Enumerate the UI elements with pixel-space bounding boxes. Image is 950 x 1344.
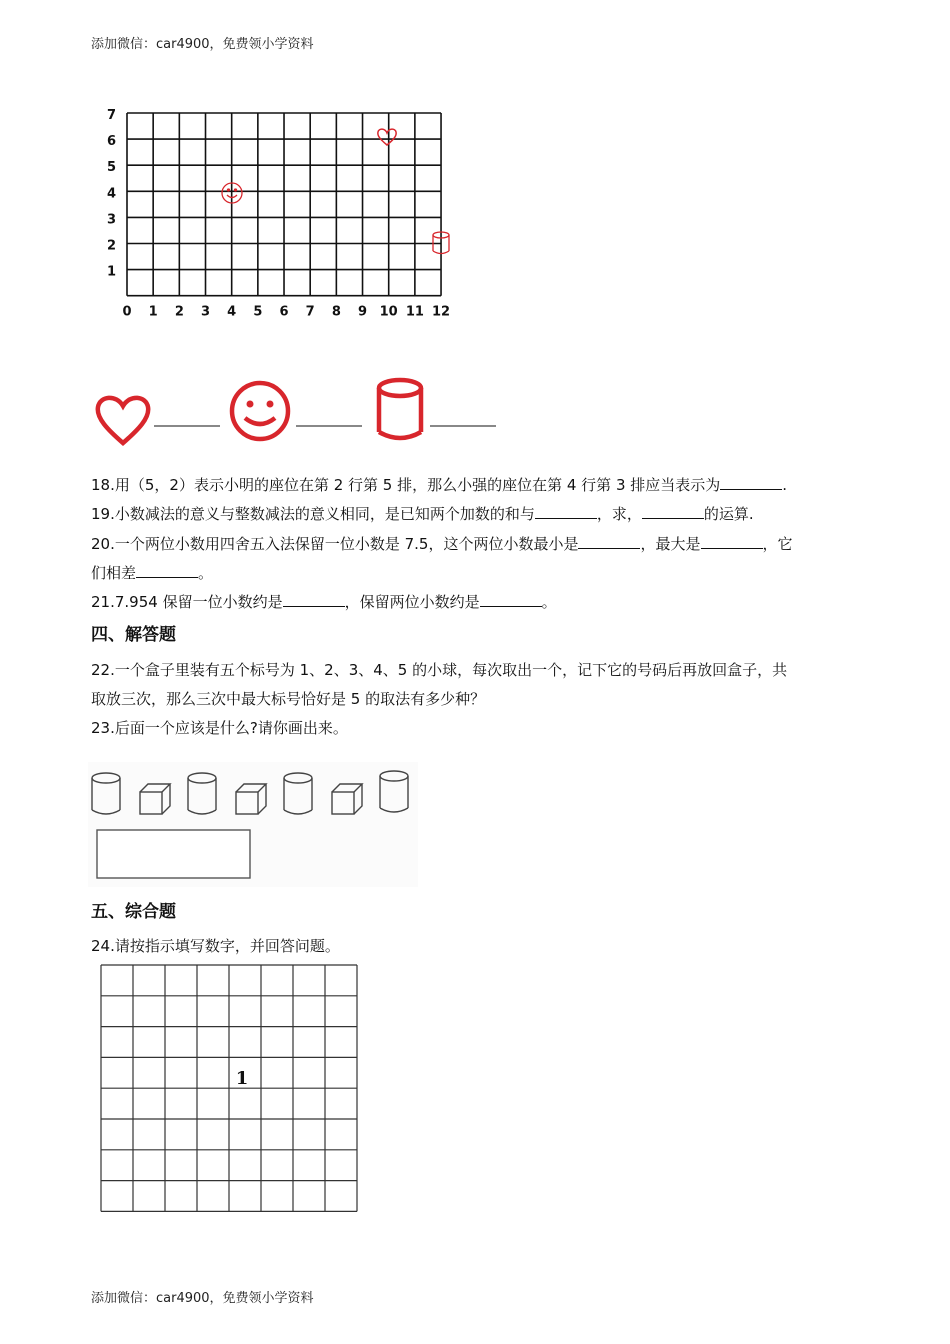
question-20-line2: 们相差 。 xyxy=(91,564,214,582)
number-grid xyxy=(98,962,362,1214)
y-axis-label: 6 xyxy=(107,134,117,150)
blank[interactable] xyxy=(642,504,704,519)
heart-marker xyxy=(378,129,396,145)
blank[interactable] xyxy=(283,592,345,607)
smiley-icon xyxy=(232,383,288,439)
question-23: 23.后面一个应该是什么?请你画出来。 xyxy=(91,719,348,737)
question-20-line1: 20.一个两位小数用四舍五入法保留一位小数是 7.5，这个两位小数最小是 ，最大是 ，它 xyxy=(91,535,793,553)
x-axis-label: 4 xyxy=(227,304,237,320)
x-axis-label: 1 xyxy=(148,304,158,320)
x-axis-label: 6 xyxy=(279,304,289,320)
x-axis-label: 5 xyxy=(253,304,263,320)
y-axis-label: 4 xyxy=(107,186,117,202)
page-footer: 添加微信：car4900，免费领小学资料 xyxy=(91,1291,314,1306)
section-title-4: 四、解答题 xyxy=(91,625,176,645)
grid-lines xyxy=(127,113,441,296)
x-axis-label: 2 xyxy=(174,304,184,320)
section-title-5: 五、综合题 xyxy=(91,902,176,922)
x-axis-label: 12 xyxy=(431,304,451,320)
y-axis-label: 7 xyxy=(107,108,117,123)
question-22-line1: 22.一个盒子里装有五个标号为 1、2、3、4、5 的小球，每次取出一个，记下它的号码后再放回盒子，共 xyxy=(91,661,788,679)
x-axis-label: 8 xyxy=(331,304,341,320)
y-axis-label: 1 xyxy=(107,264,117,280)
x-axis-label: 10 xyxy=(379,304,398,320)
coordinate-grid-figure xyxy=(95,100,465,325)
question-24: 24.请按指示填写数字，并回答问题。 xyxy=(91,937,340,955)
question-21: 21.7.954 保留一位小数约是 ，保留两位小数约是 。 xyxy=(91,593,557,611)
question-18: 18.用（5，2）表示小明的座位在第 2 行第 5 排，那么小强的座位在第 4 行第 3 排应当表示为 . xyxy=(91,476,788,494)
blank[interactable] xyxy=(578,534,640,549)
y-axis-label: 5 xyxy=(107,160,117,176)
blank[interactable] xyxy=(701,534,763,549)
x-axis-label: 0 xyxy=(122,304,132,320)
blank[interactable] xyxy=(480,592,542,607)
x-axis-label: 11 xyxy=(405,304,424,320)
blank[interactable] xyxy=(720,475,782,490)
grid-cell-number: 1 xyxy=(235,1068,249,1089)
x-axis-label: 3 xyxy=(200,304,211,320)
x-axis-label: 7 xyxy=(305,304,315,320)
blank[interactable] xyxy=(136,563,198,578)
pattern-figure xyxy=(88,762,418,887)
heart-icon xyxy=(98,398,148,443)
answer-drawing-box xyxy=(97,830,250,878)
x-axis-label: 9 xyxy=(358,304,368,320)
symbols-answer-row xyxy=(90,370,510,452)
page-header: 添加微信：car4900，免费领小学资料 xyxy=(91,37,314,52)
y-axis-label: 3 xyxy=(107,212,117,228)
question-19: 19.小数减法的意义与整数减法的意义相同，是已知两个加数的和与 ，求， 的运算. xyxy=(91,505,754,523)
question-22-line2: 取放三次，那么三次中最大标号恰好是 5 的取法有多少种？ xyxy=(91,690,486,708)
y-axis-label: 2 xyxy=(107,238,117,254)
blank[interactable] xyxy=(535,504,597,519)
cylinder-icon xyxy=(379,380,421,438)
